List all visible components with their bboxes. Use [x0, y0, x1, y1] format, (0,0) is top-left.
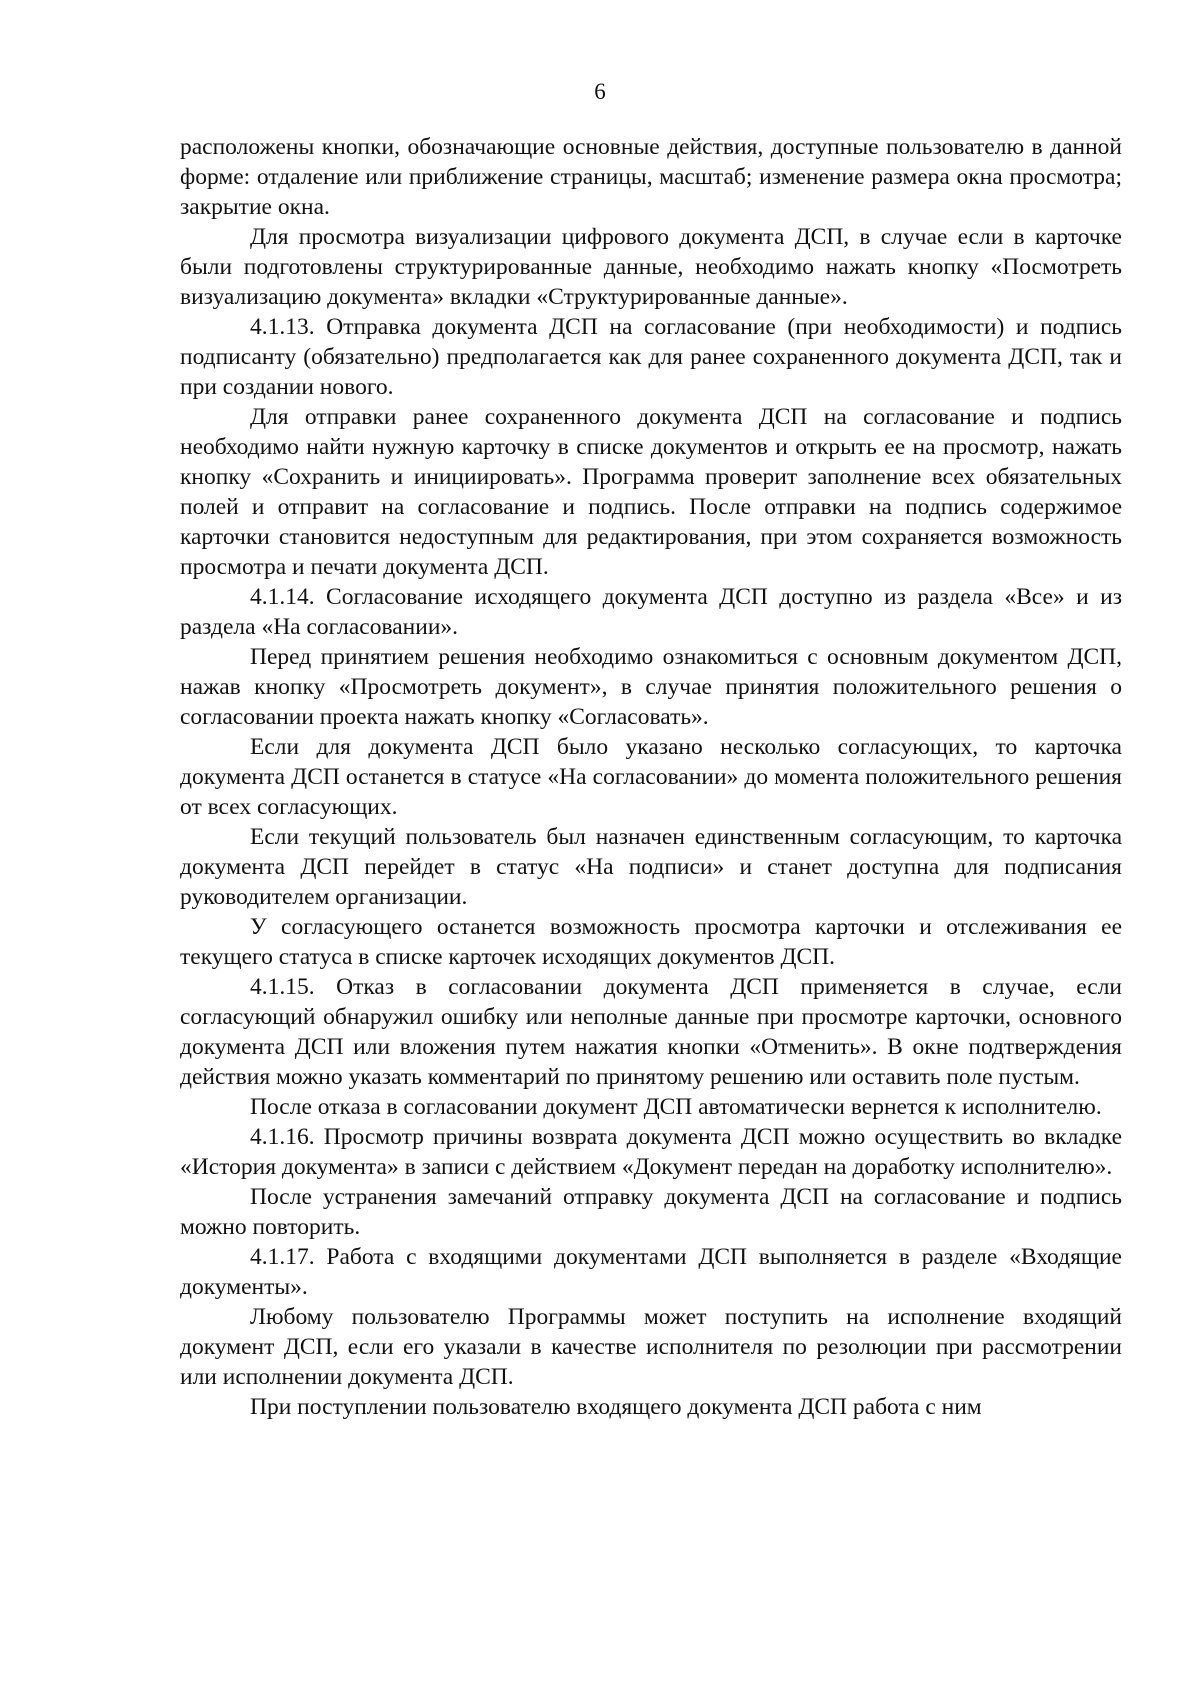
paragraph-16: При поступлении пользователю входящего документа ДСП работа с ним — [250, 1394, 982, 1420]
paragraph-13: После устранения замечаний отправку документа ДСП на согласование и подпись можно повторить. — [180, 1184, 1122, 1240]
paragraph-12: 4.1.16. Просмотр причины возврата документа ДСП можно осуществить во вкладке «История документа» в записи с действием «Документ передан на доработку исполнителю». — [180, 1124, 1122, 1180]
paragraph-9: У согласующего останется возможность просмотра карточки и отслеживания ее текущего статуса в списке карточек исходящих документов ДСП. — [180, 914, 1122, 970]
paragraph-3: 4.1.13. Отправка документа ДСП на согласование (при необходимости) и подпись подписанту (обязательно) предполагается как для ранее сохраненного документа ДСП, так и при создании нового. — [180, 314, 1122, 400]
paragraph-8: Если текущий пользователь был назначен единственным согласующим, то карточка документа ДСП перейдет в статус «На подписи» и станет доступна для подписания руководителем организации. — [180, 824, 1122, 910]
paragraph-7: Если для документа ДСП было указано несколько согласующих, то карточка документа ДСП останется в статусе «На согласовании» до момента положительного решения от всех согласующих. — [180, 734, 1122, 820]
paragraph-11: После отказа в согласовании документ ДСП автоматически вернется к исполнителю. — [250, 1094, 1102, 1120]
paragraph-15: Любому пользователю Программы может поступить на исполнение входящий документ ДСП, если его указали в качестве исполнителя по резолюции при рассмотрении или исполнении документа ДСП. — [180, 1304, 1122, 1390]
paragraph-5: 4.1.14. Согласование исходящего документа ДСП доступно из раздела «Все» и из раздела «На согласовании». — [180, 584, 1122, 640]
page-number: 6 — [594, 79, 606, 104]
paragraph-10: 4.1.15. Отказ в согласовании документа ДСП применяется в случае, если согласующий обнаружил ошибку или неполные данные при просмотре карточки, основного документа ДСП или вложения путем нажатия кнопки «Отменить». В окне подтверждения действия можно указать комментарий по принятому решению или оставить поле пустым. — [180, 974, 1122, 1090]
paragraph-4: Для отправки ранее сохраненного документа ДСП на согласование и подпись необходимо найти нужную карточку в списке документов и открыть ее на просмотр, нажать кнопку «Сохранить и инициировать». Программа проверит заполнение всех обязательных полей и отправит на согласование и подпись. После отправки на подпись содержимое карточки становится недоступным для редактирования, при этом сохраняется возможность просмотра и печати документа ДСП. — [180, 404, 1122, 580]
paragraph-14: 4.1.17. Работа с входящими документами ДСП выполняется в разделе «Входящие документы». — [180, 1244, 1122, 1300]
paragraph-6: Перед принятием решения необходимо ознакомиться с основным документом ДСП, нажав кнопку «Просмотреть документ», в случае принятия положительного решения о согласовании проекта нажать кнопку «Согласовать». — [180, 644, 1122, 730]
paragraph-1: расположены кнопки, обозначающие основные действия, доступные пользователю в данной форме: отдаление или приближение страницы, масштаб; изменение размера окна просмотра; закрытие окна. — [180, 134, 1122, 220]
paragraph-2: Для просмотра визуализации цифрового документа ДСП, в случае если в карточке были подготовлены структурированные данные, необходимо нажать кнопку «Посмотреть визуализацию документа» вкладки «Структурированные данные». — [180, 224, 1122, 310]
document-body — [180, 132, 1122, 1422]
